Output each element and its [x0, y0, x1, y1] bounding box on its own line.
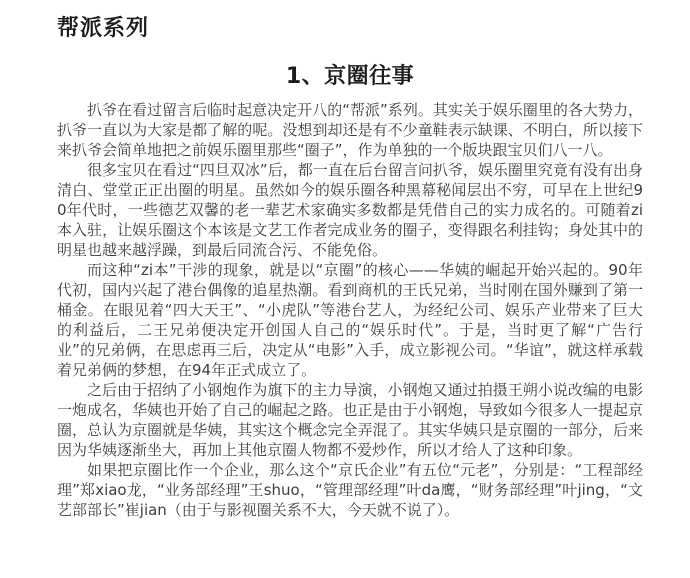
series-title: 帮派系列	[57, 16, 150, 41]
paragraph-4: 之后由于招纳了小钢炮作为旗下的主力导演，小钢炮又通过拍摄王朔小说改编的电影一炮成名，华姨也开始了自己的崛起之路。也正是由于小钢炮，导致如今很多人一提起京圈，总认为京圈就是华姨，其实这个概念完全弄混了。其实华姨只是京圈的一部分，后来因为华姨逐渐坐大，再加上其他京圈人物都不爱炒作，所以才给人了这种印象。	[57, 381, 643, 459]
article-body	[57, 100, 643, 520]
paragraph-1: 扒爷在看过留言后临时起意决定开八的“帮派”系列。其实关于娱乐圈里的各大势力，扒爷一直以为大家是都了解的呢。没想到却还是有不少童鞋表示缺课、不明白，所以接下来扒爷会简单地把之前娱乐圈里那些“圈子”，作为单独的一个版块跟宝贝们八一八。	[57, 101, 643, 159]
paragraph-2: 很多宝贝在看过“四旦双冰”后，都一直在后台留言问扒爷，娱乐圈里究竟有没有出身清白、堂堂正正出圈的明星。虽然如今的娱乐圈各种黑幕秘闻层出不穷，可早在上世纪90年代时，一些德艺双馨的老一辈艺术家确实多数都是凭借自己的实力成名的。可随着zi本入驻，让娱乐圈这个本该是文艺工作者完成业务的圈子，变得跟名利挂钩；身处其中的明星也越来越浮躁，到最后同流合污、不能免俗。	[57, 161, 643, 259]
paragraph-3: 而这种“zi本”干涉的现象，就是以“京圈”的核心——华姨的崛起开始兴起的。90年代初，国内兴起了港台偶像的追星热潮。看到商机的王氏兄弟，当时刚在国外赚到了第一桶金。在眼见着“四大天王”、“小虎队”等港台艺人，为经纪公司、娱乐产业带来了巨大的利益后，二王兄弟便决定开创国人自己的“娱乐时代”。于是，当时更了解“广告行业”的兄弟俩，在思虑再三后，决定从“电影”入手，成立影视公司。“华谊”，就这样承载着兄弟俩的梦想，在94年正式成立了。	[57, 261, 643, 379]
paragraph-5: 如果把京圈比作一个企业，那么这个“京氏企业”有五位“元老”，分别是：“工程部经理”郑xiao龙，“业务部经理”王shuo，“管理部经理”叶da鹰，“财务部经理”叶jing，“文艺部部长”崔jian（由于与影视圈关系不大，今天就不说了）。	[57, 461, 643, 519]
section-heading: 1、京圈往事	[285, 64, 415, 89]
